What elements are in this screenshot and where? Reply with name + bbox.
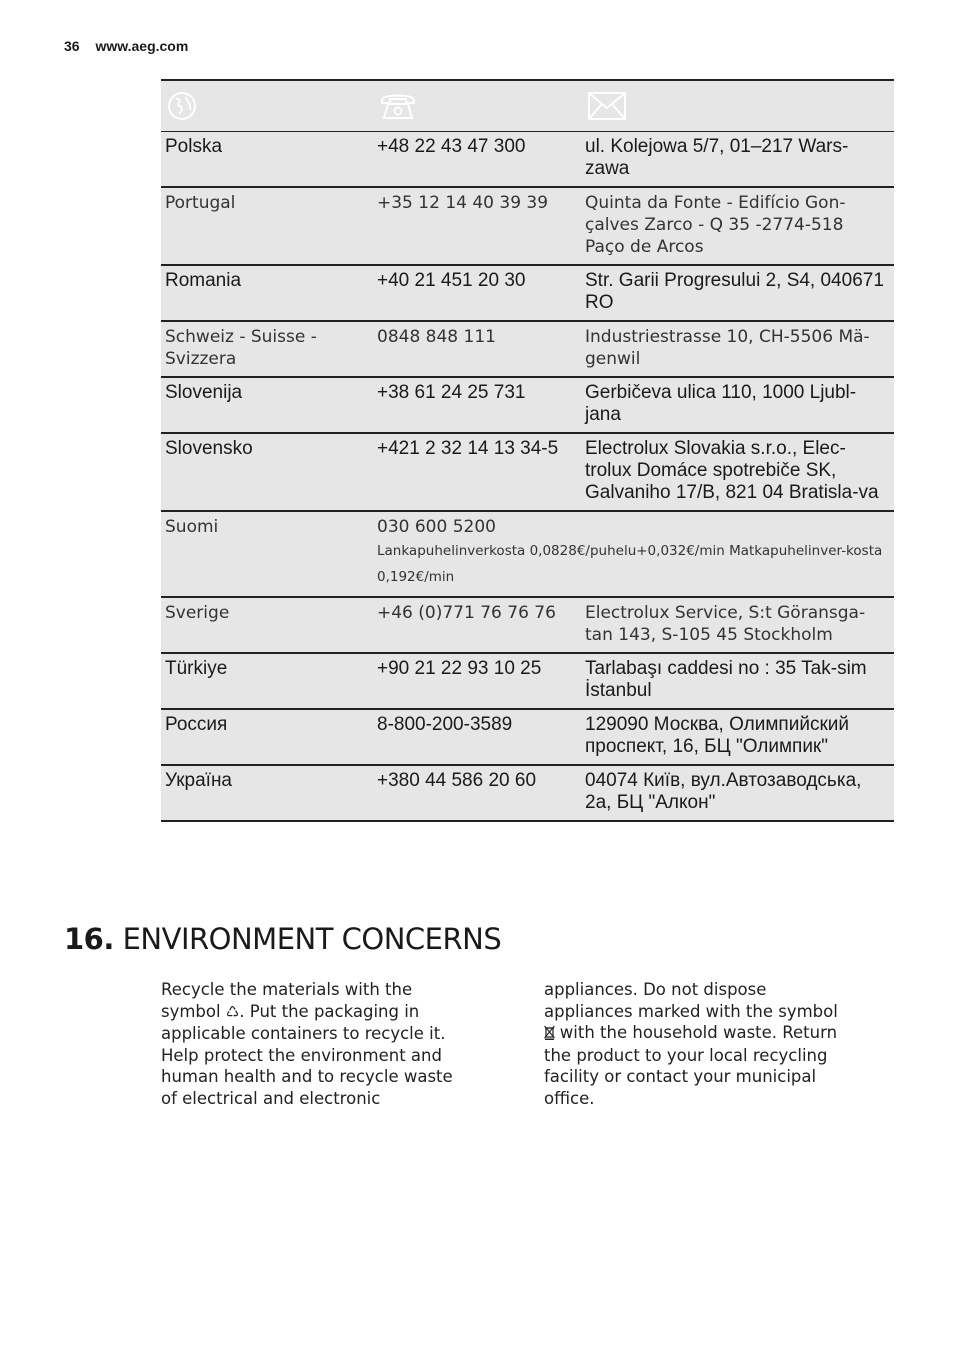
paragraph-part: Recycle the materials with the symbol (161, 980, 413, 1021)
phone-icon (379, 90, 417, 127)
country-cell: Slovensko (161, 433, 373, 511)
country-cell: Türkiye (161, 653, 373, 709)
paragraph-part: appliances. Do not dispose appliances marked with the symbol (544, 980, 838, 1021)
recycle-icon: ♺ (225, 1002, 240, 1021)
phone-value: 030 600 5200 (377, 517, 496, 537)
table-row (161, 377, 894, 433)
phone-cell: +40 21 451 20 30 (373, 265, 581, 321)
phone-cell: +38 61 24 25 731 (373, 377, 581, 433)
country-cell: Россия (161, 709, 373, 765)
table-row (161, 132, 894, 188)
phone-cell: +421 2 32 14 13 34-5 (373, 433, 581, 511)
phone-cell: +380 44 586 20 60 (373, 765, 581, 821)
address-cell: Electrolux Slovakia s.r.o., Elec-trolux Domáce spotrebiče SK, Galvaniho 17/B, 821 04 Bratisla-va (581, 433, 894, 511)
phone-cell: +48 22 43 47 300 (373, 132, 581, 188)
country-cell: Україна (161, 765, 373, 821)
address-cell: Tarlabaşı caddesi no : 35 Tak-sim İstanbul (581, 653, 894, 709)
country-cell: Romania (161, 265, 373, 321)
table-row (161, 321, 894, 377)
environment-text-left (161, 979, 471, 1109)
table-row (161, 433, 894, 511)
section-title: ENVIRONMENT CONCERNS (122, 922, 502, 956)
page-number: 36 (64, 38, 80, 54)
table-row (161, 187, 894, 265)
country-cell: Schweiz - Suisse - Svizzera (161, 321, 373, 377)
phone-cell: 8-800-200-3589 (373, 709, 581, 765)
envelope-icon (587, 90, 627, 127)
phone-cell: 0848 848 111 (373, 321, 581, 377)
table-row (161, 709, 894, 765)
table-row (161, 597, 894, 653)
address-cell: 04074 Київ, вул.Автозаводська, 2а, БЦ "Алкон" (581, 765, 894, 821)
address-cell: Electrolux Service, S:t Göransga-tan 143, S-105 45 Stockholm (581, 597, 894, 653)
section-heading (64, 922, 501, 956)
paragraph-part: with the household waste. Return the product to your local recycling facility or contact your municipal office. (544, 1023, 838, 1108)
globe-icon (167, 91, 197, 126)
section-number: 16. (64, 922, 114, 956)
country-cell: Portugal (161, 187, 373, 265)
table-row-suomi (161, 511, 894, 597)
table-row (161, 265, 894, 321)
website-url[interactable]: www.aeg.com (95, 38, 189, 54)
environment-text-right (544, 979, 854, 1109)
address-cell: 129090 Москва, Олимпийский проспект, 16, БЦ "Олимпик" (581, 709, 894, 765)
table-row (161, 653, 894, 709)
call-rate-note: Lankapuhelinverkosta 0,0828€/puhelu+0,032€/min Matkapuhelinver-kosta 0,192€/min (377, 543, 883, 585)
address-cell: Quinta da Fonte - Edifício Gon-çalves Zarco - Q 35 -2774-518 Paço de Arcos (581, 187, 894, 265)
table-header-row (161, 80, 894, 132)
address-cell: Industriestrasse 10, CH-5506 Mä-genwil (581, 321, 894, 377)
phone-note-cell (373, 511, 894, 597)
page-header (64, 38, 188, 54)
phone-cell: +46 (0)771 76 76 76 (373, 597, 581, 653)
country-cell: Slovenija (161, 377, 373, 433)
contact-table (161, 79, 894, 822)
phone-cell: +90 21 22 93 10 25 (373, 653, 581, 709)
address-cell: Gerbičeva ulica 110, 1000 Ljubl-jana (581, 377, 894, 433)
country-cell: Suomi (161, 511, 373, 597)
paragraph-part: . Put the packaging in applicable containers to recycle it. Help protect the environment and human health and to recycle waste of electrical and electronic (161, 1001, 453, 1108)
phone-cell: +35 12 14 40 39 39 (373, 187, 581, 265)
country-cell: Sverige (161, 597, 373, 653)
address-cell: ul. Kolejowa 5/7, 01–217 Wars-zawa (581, 132, 894, 188)
country-cell: Polska (161, 132, 373, 188)
address-cell: Str. Garii Progresului 2, S4, 040671 RO (581, 265, 894, 321)
crossed-bin-icon (544, 1024, 560, 1042)
table-row (161, 765, 894, 821)
